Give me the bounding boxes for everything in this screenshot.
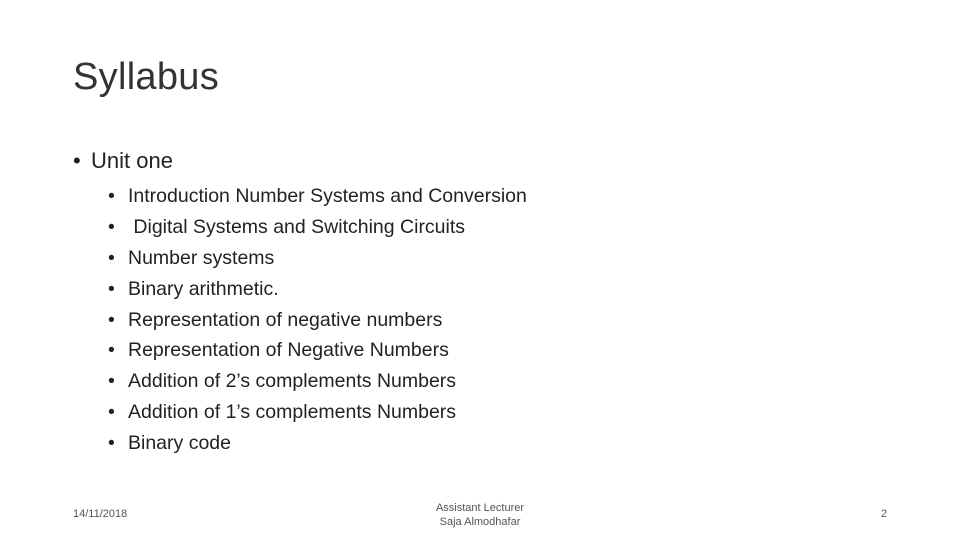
topic-text: Introduction Number Systems and Conversion — [128, 185, 527, 207]
topic-text: Digital Systems and Switching Circuits — [128, 215, 466, 238]
list-item — [108, 274, 527, 305]
author-title: Assistant Lecturer — [435, 502, 525, 514]
bullet-icon: • — [108, 215, 115, 238]
footer-date: 14/11/2018 — [73, 508, 128, 520]
topic-text: Binary arithmetic. — [128, 277, 279, 300]
author-name: Saja Almodhafar — [439, 516, 521, 528]
topic-list — [108, 181, 527, 459]
topic-text: Number systems — [128, 246, 275, 269]
topic-text: Addition of 2’s complements Numbers — [128, 370, 457, 393]
topic-text: Binary code — [128, 432, 231, 455]
list-item — [108, 212, 527, 243]
bullet-icon: • — [108, 308, 115, 331]
list-item — [108, 243, 527, 274]
unit-label: Unit one — [91, 148, 173, 173]
bullet-icon: • — [108, 339, 115, 362]
list-item — [108, 305, 527, 336]
unit-heading — [73, 148, 173, 174]
list-item — [108, 428, 527, 459]
bullet-icon: • — [108, 401, 115, 424]
bullet-icon: • — [108, 185, 115, 207]
list-item — [108, 335, 527, 366]
list-item — [108, 397, 527, 428]
bullet-icon: • — [108, 370, 115, 393]
slide-title: Syllabus — [73, 56, 220, 98]
page-number: 2 — [880, 508, 887, 520]
footer-author — [380, 501, 580, 529]
list-item — [108, 181, 527, 212]
bullet-icon: • — [73, 148, 81, 173]
list-item — [108, 366, 527, 397]
topic-text: Representation of Negative Numbers — [128, 339, 449, 362]
bullet-icon: • — [108, 432, 115, 455]
bullet-icon: • — [108, 246, 115, 269]
topic-text: Representation of negative numbers — [128, 308, 443, 331]
topic-text: Addition of 1’s complements Numbers — [128, 401, 457, 424]
bullet-icon: • — [108, 277, 115, 300]
